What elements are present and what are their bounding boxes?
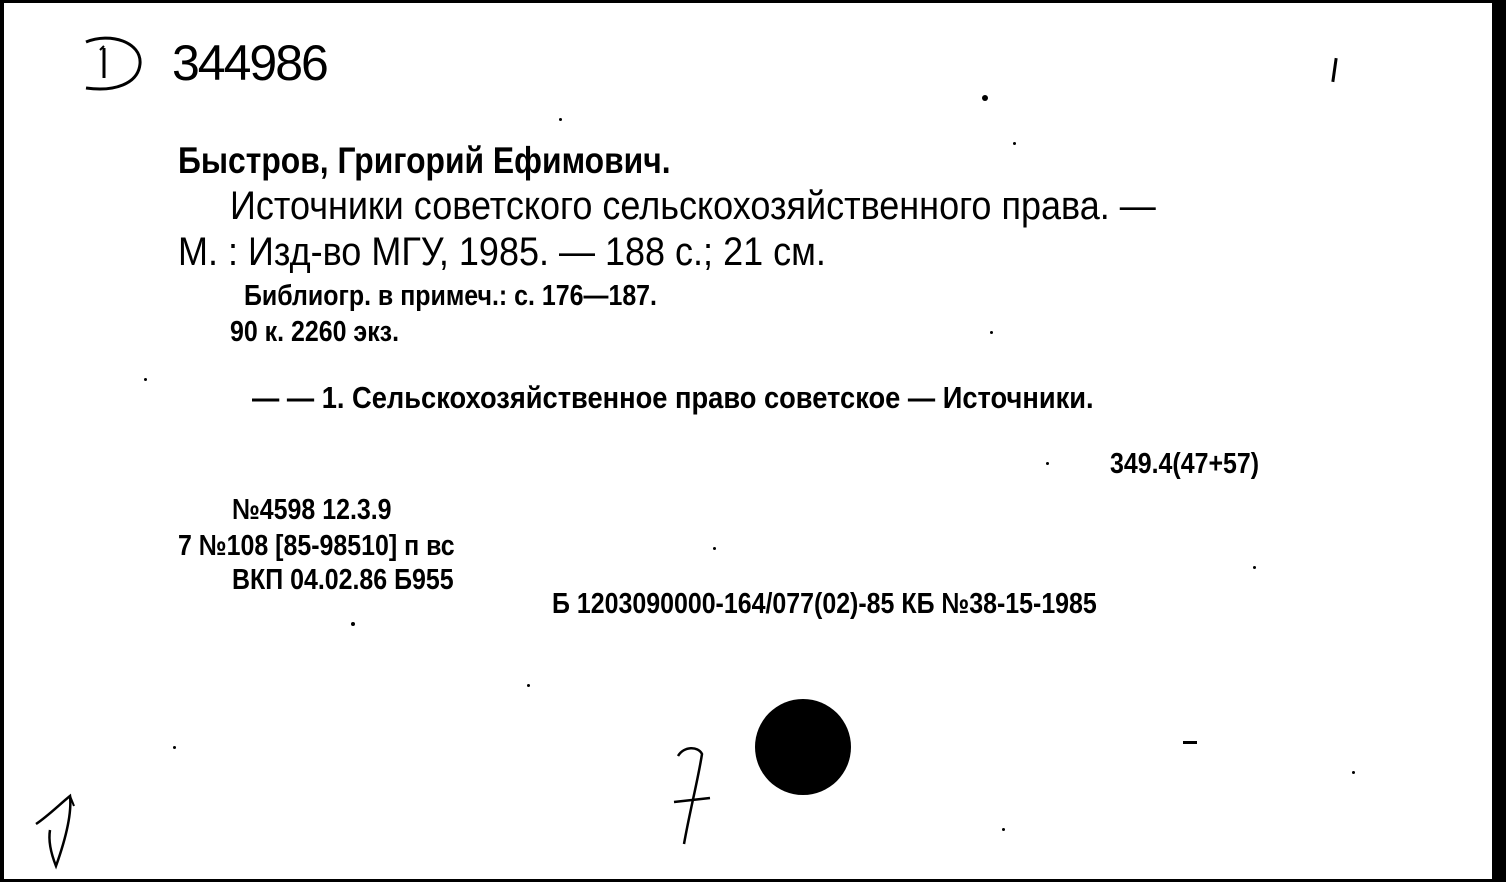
handwritten-seven-mark <box>668 740 716 848</box>
dash-mark <box>1183 741 1197 744</box>
title-line: Источники советского сельскохозяйственного права. — <box>230 184 1156 228</box>
speck <box>559 118 562 121</box>
speck <box>1046 462 1049 465</box>
card-border-left <box>0 0 4 882</box>
punch-hole <box>755 699 851 795</box>
speck <box>1002 828 1005 831</box>
handwritten-d-mark <box>80 28 144 94</box>
card-number: 344986 <box>172 35 327 91</box>
speck <box>527 684 530 687</box>
tick-mark <box>1331 58 1337 82</box>
registration-line: №4598 12.3.9 <box>232 494 392 526</box>
handwritten-one-mark <box>30 790 82 872</box>
price-and-print-run: 90 к. 2260 экз. <box>230 316 400 348</box>
subject-heading: — — 1. Сельскохозяйственное право советское — Источники. <box>252 380 1094 415</box>
catalog-code-line: Б 1203090000-164/077(02)-85 КБ №38-15-1985 <box>552 588 1097 620</box>
bibliography-note: Библиогр. в примеч.: с. 176—187. <box>244 280 657 312</box>
card-border-right <box>1492 0 1506 882</box>
speck <box>1253 566 1256 569</box>
speck <box>713 547 716 550</box>
imprint-line: М. : Изд-во МГУ, 1985. — 188 с.; 21 см. <box>178 230 826 274</box>
classification-number: 349.4(47+57) <box>1110 448 1260 480</box>
speck <box>173 746 176 749</box>
speck <box>990 331 993 334</box>
speck <box>982 95 988 101</box>
speck <box>1352 771 1355 774</box>
author-heading: Быстров, Григорий Ефимович. <box>178 140 671 181</box>
speck <box>144 378 147 381</box>
chamber-line: ВКП 04.02.86 Б955 <box>232 564 454 596</box>
speck <box>351 622 355 626</box>
speck <box>1013 142 1016 145</box>
card-border-top <box>0 0 1506 3</box>
order-line: 7 №108 [85-98510] п вс <box>178 530 455 562</box>
